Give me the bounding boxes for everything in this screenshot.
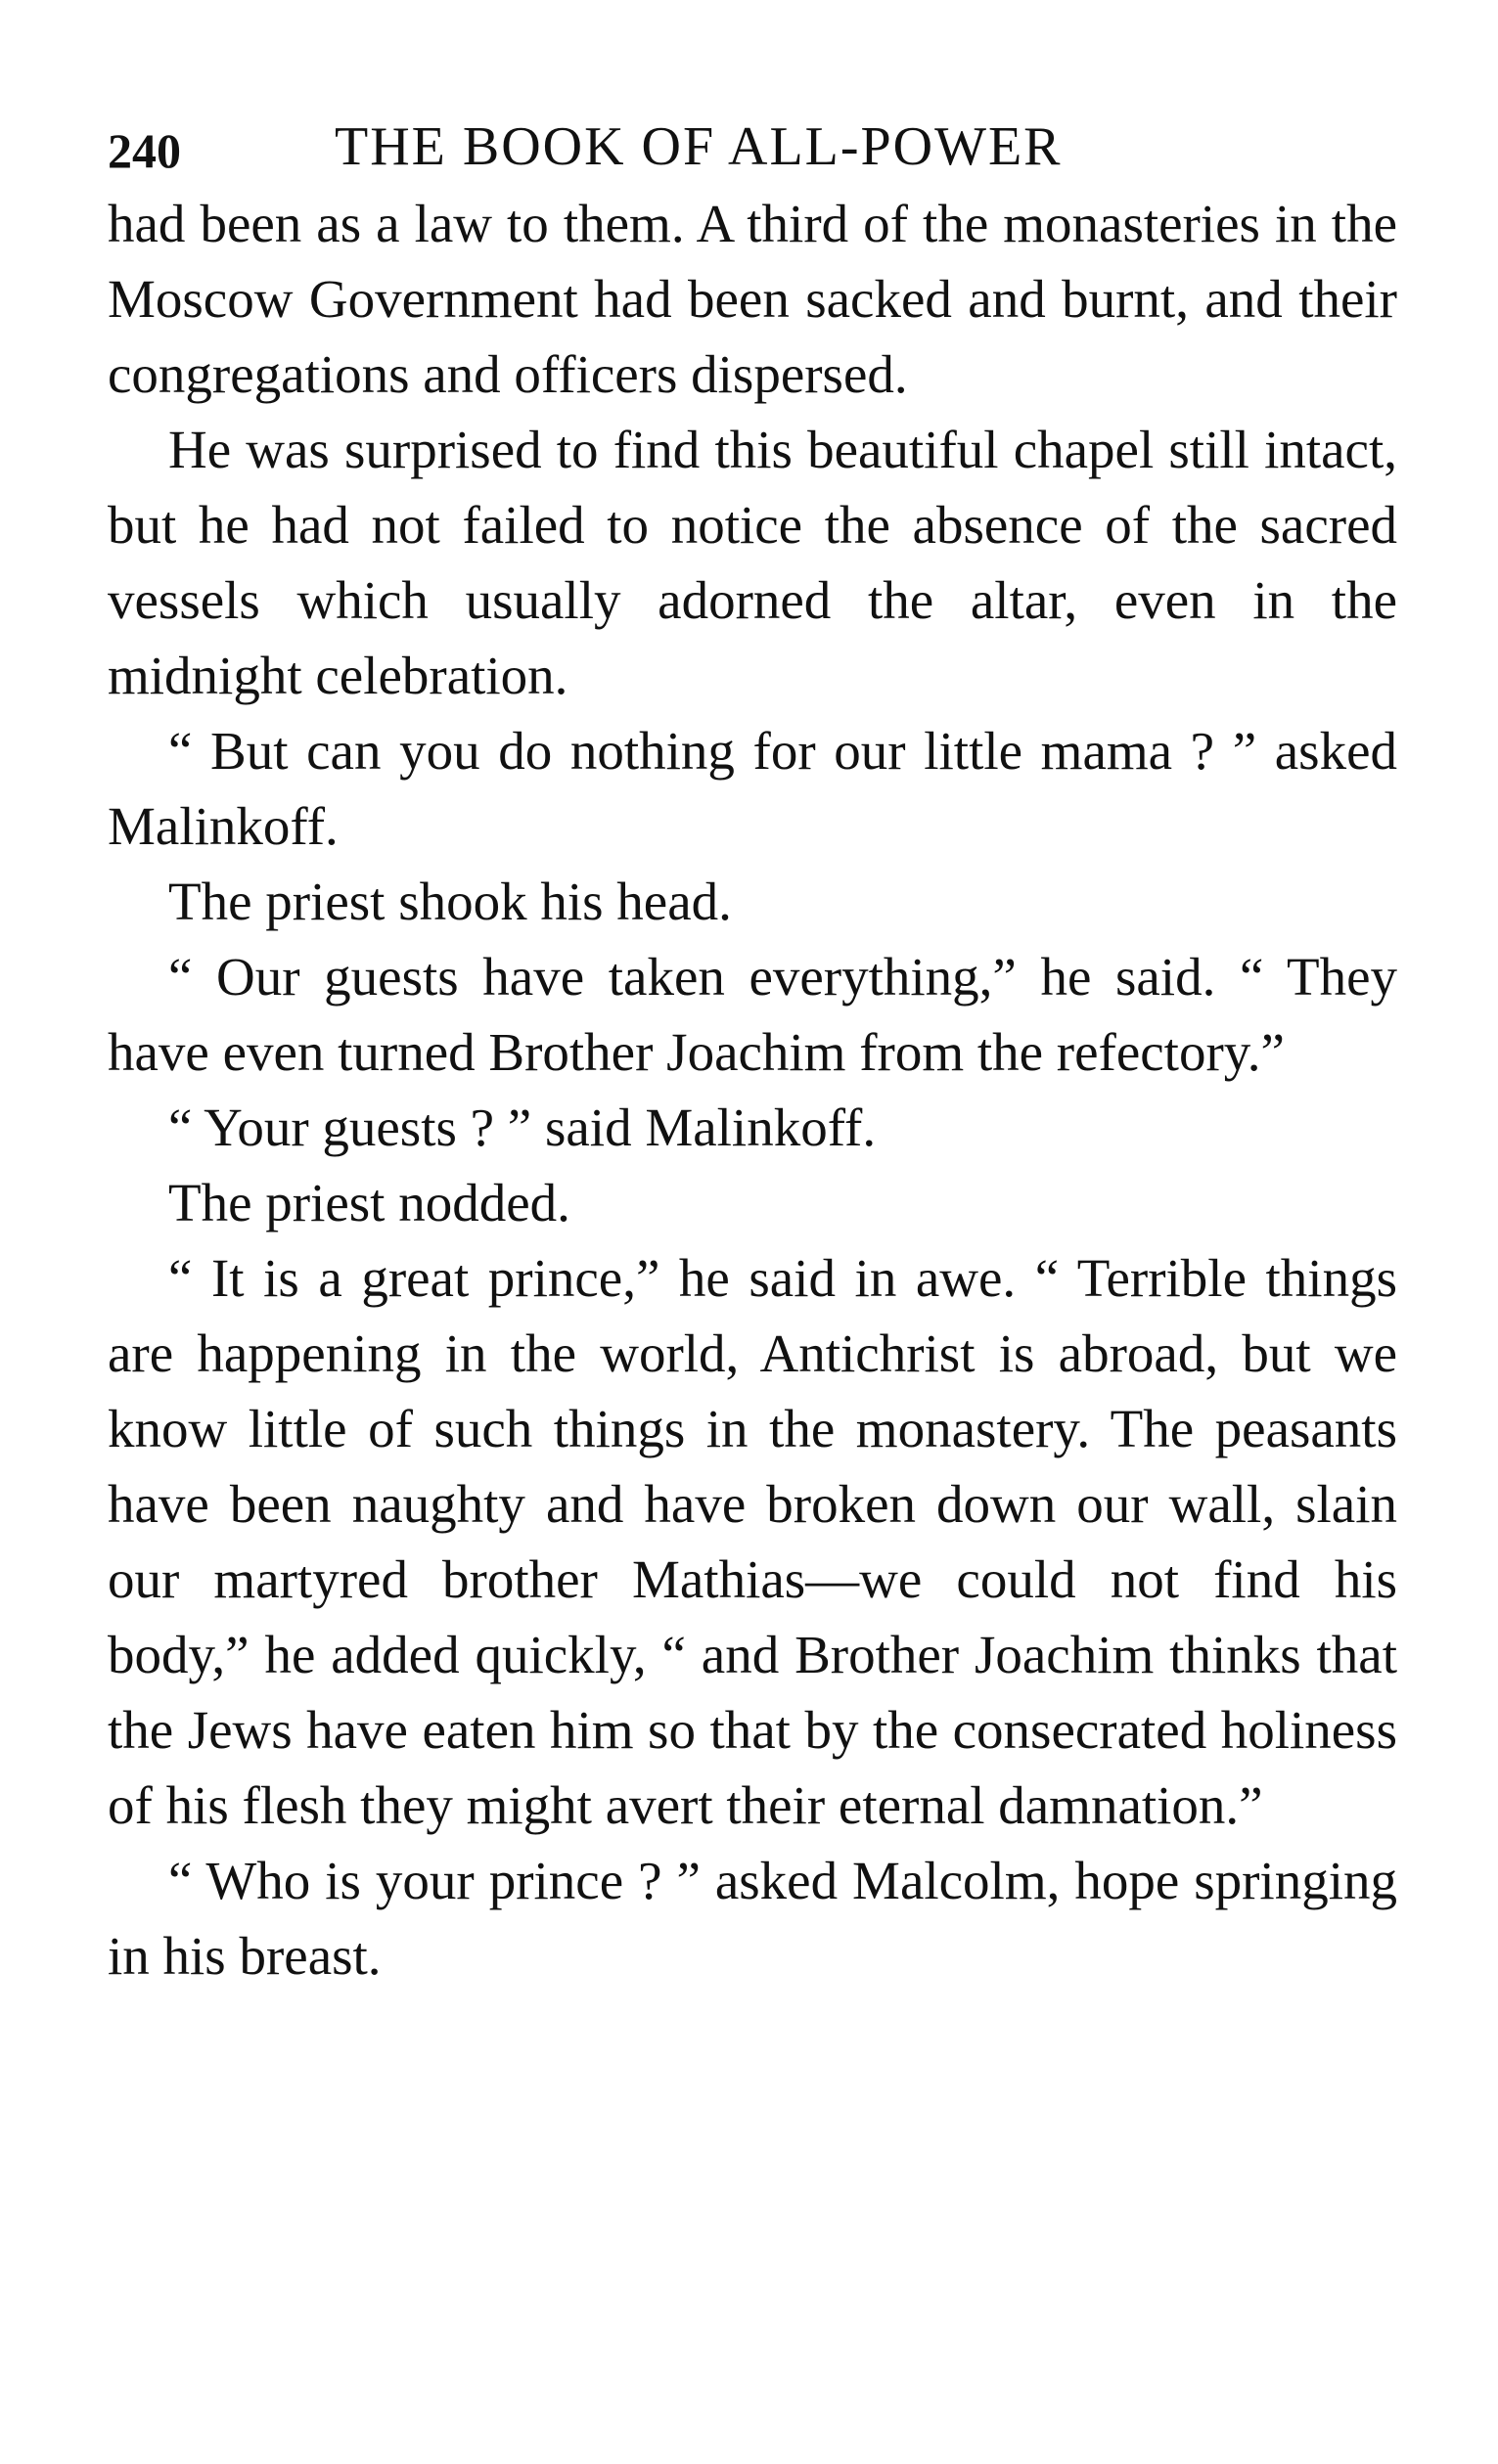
page-header bbox=[108, 108, 1397, 186]
page-number: 240 bbox=[108, 123, 181, 178]
paragraph: He was surprised to find this beautiful chapel still intact, but he had not failed to notice the absence of the sacred vessels which usually adorned the altar, even in the midnight celebration. bbox=[108, 420, 1397, 705]
body-text bbox=[108, 186, 1397, 1994]
book-page bbox=[108, 108, 1397, 1994]
paragraph: “ Who is your prince ? ” asked Malcolm, hope springing in his breast. bbox=[108, 1851, 1397, 1986]
paragraph: The priest nodded. bbox=[168, 1173, 570, 1232]
paragraph: “ It is a great prince,” he said in awe. “ Terrible things are happening in the world, Antichrist is abroad, but we know little of such things in the monastery. The peasants have been naughty and have broken down our wall, slain our martyred brother Mathias—we could not find his body,” he added quickly, “ and Brother Joachim thinks that the Jews have eaten him so that by the consecrated holiness of his flesh they might avert their eternal damnation.” bbox=[108, 1248, 1397, 1835]
paragraph: “ But can you do nothing for our little mama ? ” asked Malinkoff. bbox=[108, 721, 1397, 856]
paragraph: The priest shook his head. bbox=[168, 872, 732, 931]
paragraph: “ Our guests have taken everything,” he said. “ They have even turned Brother Joachim from the refectory.” bbox=[108, 947, 1397, 1082]
running-title: THE BOOK OF ALL-POWER bbox=[335, 116, 1063, 177]
paragraph: had been as a law to them. A third of the monasteries in the Moscow Government had been sacked and burnt, and their congregations and officers dispersed. bbox=[108, 194, 1397, 404]
paragraph: “ Your guests ? ” said Malinkoff. bbox=[168, 1098, 877, 1157]
